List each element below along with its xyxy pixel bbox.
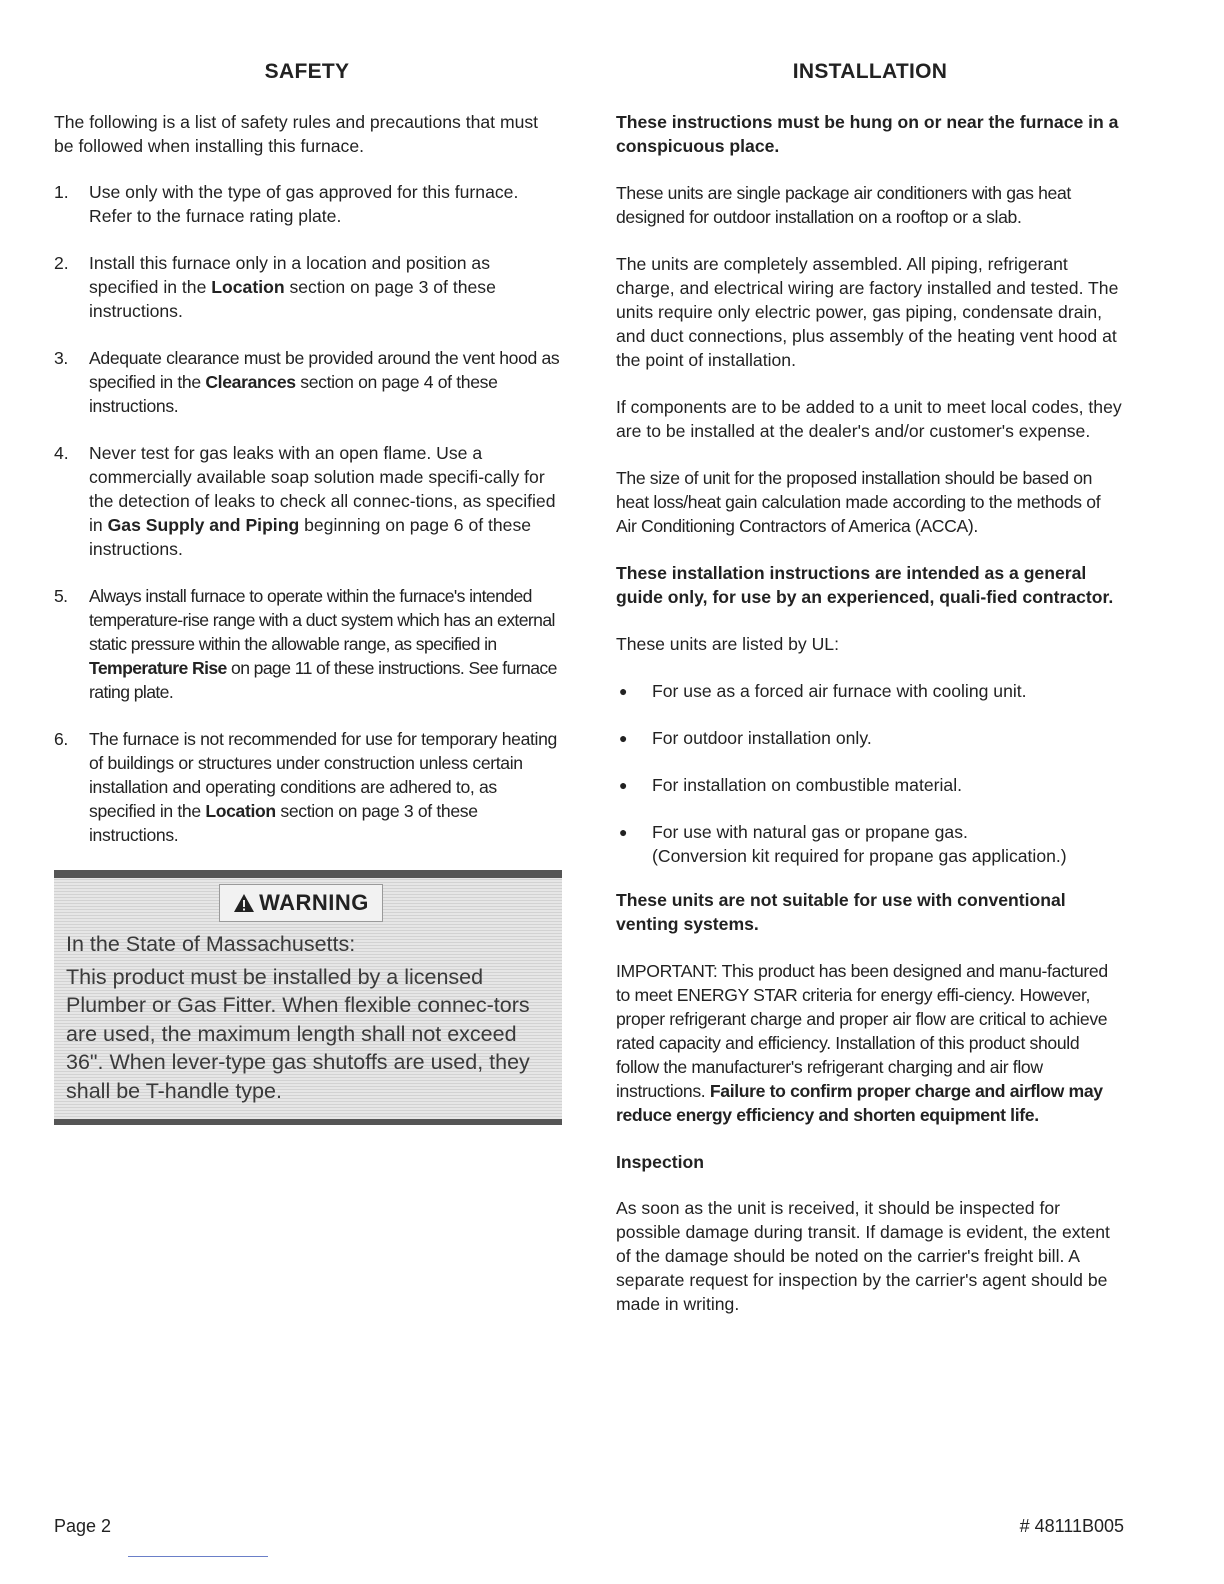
safety-rule: 4. Never test for gas leaks with an open flame. Use a commercially available soap solution made specifi-cally for the detection of leaks to check all connec-tions, as specified in Gas Supply and Piping beginning on page 6 of these instructions. (54, 443, 556, 559)
safety-rule: 2. Install this furnace only in a location and position as specified in the Location section on page 3 of these instructions. (54, 253, 496, 321)
bullet-icon: ● (619, 824, 628, 840)
page-number: Page 2 (54, 1516, 112, 1536)
inspection-text: As soon as the unit is received, it should be inspected for possible damage during transit. If damage is evident, the extent of the damage should be noted on the carrier's freight bill. A separate request for inspection by the carrier's agent should be made in writing. (616, 1198, 1110, 1314)
safety-rule: 5. Always install furnace to operate within the furnace's intended temperature-rise range with a duct system which has an external static pressure within the allowable range, as specified in Temperature Rise on page 11 of these instructions. See furnace rating plate. (54, 586, 557, 702)
bullet-icon: ● (619, 777, 628, 793)
warning-text (66, 930, 550, 1109)
safety-column (54, 60, 560, 1125)
document-number: # 48111B005 (1019, 1516, 1124, 1536)
list-item: ● For use as a forced air furnace with cooling unit. (619, 681, 1027, 701)
list-item: ● For outdoor installation only. (619, 728, 872, 748)
guide-notice: These installation instructions are intended as a general guide only, for use by an experienced, quali-fied contractor. (616, 563, 1114, 607)
inspection-heading: Inspection (616, 1152, 704, 1172)
venting-notice: These units are not suitable for use with conventional venting systems. (616, 890, 1066, 934)
warning-state: In the State of Massachusetts: (66, 932, 356, 956)
warning-box (54, 870, 562, 1125)
warning-body: This product must be installed by a licensed Plumber or Gas Fitter. When flexible connec-tors are used, the maximum length shall not exceed 36". When lever-type gas shutoffs are used, they shall be T-handle type. (66, 964, 530, 1103)
size-description: The size of unit for the proposed installation should be based on heat loss/heat gain calculation made according to the methods of Air Conditioning Contractors of America (ACCA). (616, 468, 1101, 536)
installation-column (616, 60, 1124, 1316)
ul-listing-list (616, 679, 1124, 868)
components-description: If components are to be added to a unit to meet local codes, they are to be installed at the dealer's and/or customer's expense. (616, 397, 1122, 441)
listed-intro: These units are listed by UL: (616, 634, 839, 654)
hung-notice: These instructions must be hung on or near the furnace in a conspicuous place. (616, 112, 1119, 156)
important-notice: IMPORTANT: This product has been designed and manu-factured to meet ENERGY STAR criteria for energy effi-ciency. However, proper refrigerant charge and proper air flow are critical to achieve rated capacity and efficiency. Installation of this product should follow the manufacturer's refrigerant charging and air flow instructions. Failure to confirm proper charge and airflow may reduce energy efficiency and shorten equipment life. (616, 961, 1108, 1125)
safety-rule: 6. The furnace is not recommended for use for temporary heating of buildings or structures under construction unless certain installation and operating conditions are adhered to, as specified in the Location section on page 3 of these instructions. (54, 729, 557, 845)
divider (128, 1556, 268, 1557)
safety-heading: SAFETY (264, 60, 350, 83)
units-description: These units are single package air conditioners with gas heat designed for outdoor installation on a rooftop or a slab. (616, 183, 1071, 227)
bullet-icon: ● (619, 730, 628, 746)
safety-intro: The following is a list of safety rules and precautions that must be followed when installing this furnace. (54, 112, 539, 156)
warning-label: WARNING (219, 884, 383, 922)
warning-triangle-icon (233, 893, 255, 913)
list-item: ● For installation on combustible material. (619, 775, 962, 795)
installation-heading: INSTALLATION (792, 60, 948, 83)
safety-rules-list (54, 180, 560, 847)
safety-rule: 1. Use only with the type of gas approved for this furnace. Refer to the furnace rating plate. (54, 182, 519, 226)
assembled-description: The units are completely assembled. All piping, refrigerant charge, and electrical wiring are factory installed and tested. The units require only electric power, gas piping, condensate drain, and duct connections, plus assembly of the heating vent hood at the point of installation. (616, 254, 1119, 370)
bullet-icon: ● (619, 683, 628, 699)
safety-rule: 3. Adequate clearance must be provided around the vent hood as specified in the Clearances section on page 4 of these instructions. (54, 348, 560, 416)
list-item: ● For use with natural gas or propane gas. (Conversion kit required for propane gas application.) (619, 822, 1067, 866)
